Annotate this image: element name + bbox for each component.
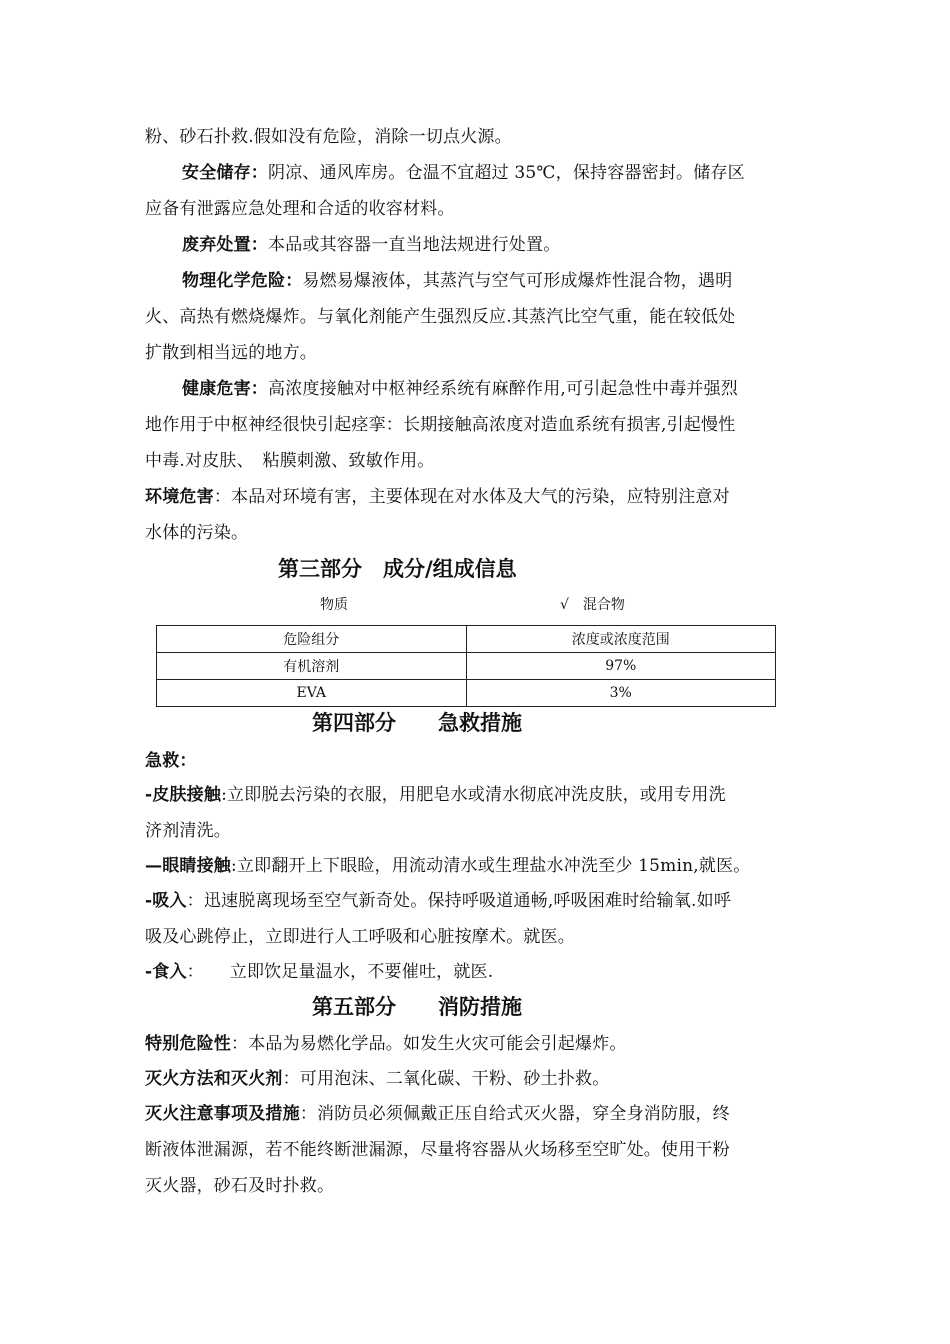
fire-hazard-label: 特别危险性 [145, 1034, 231, 1054]
fire-hazard-text: ：本品为易燃化学品。如发生火灾可能会引起爆炸。 [231, 1034, 627, 1054]
disposal-paragraph [182, 234, 810, 256]
ingest-label: -食入 [145, 962, 187, 982]
paragraph-line: 断液体泄漏源，若不能终断泄漏源，尽量将容器从火场移至空旷处。使用干粉 [145, 1140, 730, 1160]
eye-label: —眼睛接触 [145, 856, 231, 876]
paragraph-line: 火、高热有燃烧爆炸。与氧化剂能产生强烈反应.其蒸汽比空气重，能在较低处 [145, 307, 736, 327]
fire-method-label: 灭火方法和灭火剂 [145, 1069, 283, 1089]
skin-paragraph [145, 784, 810, 806]
paragraph-line: 中毒.对皮肤、 粘膜刺激、致敏作用。 [145, 451, 435, 471]
env-label: 环境危害 [145, 487, 214, 507]
composition-table [156, 625, 776, 707]
eye-paragraph [145, 855, 810, 877]
table-cell: 97% [466, 653, 776, 680]
paragraph-line: 济剂清洗。 [145, 821, 231, 841]
section-title-part4: 第四部分 急救措施 [312, 711, 522, 735]
paragraph-line: 扩散到相当远的地方。 [145, 343, 317, 363]
ingest-text: ： 立即饮足量温水，不要催吐，就医. [186, 962, 494, 982]
fire-hazard-paragraph [145, 1033, 810, 1055]
fire-method-paragraph [145, 1068, 810, 1090]
table-header-cell: 浓度或浓度范围 [466, 626, 776, 653]
fire-method-text: ：可用泡沫、二氧化碳、干粉、砂土扑救。 [282, 1069, 610, 1089]
table-header-row [157, 626, 776, 653]
table-header-cell: 危险组分 [157, 626, 467, 653]
ingest-paragraph [145, 961, 810, 983]
health-label: 健康危害： [182, 379, 268, 399]
paragraph-line: 地作用于中枢神经很快引起痉挛：长期接触高浓度对造血系统有损害,引起慢性 [145, 415, 736, 435]
phys-text: 易燃易爆液体，其蒸汽与空气可形成爆炸性混合物，遇明 [302, 271, 733, 291]
table-cell: EVA [157, 680, 467, 707]
env-paragraph [145, 486, 810, 508]
health-paragraph [182, 378, 810, 400]
table-cell: 3% [466, 680, 776, 707]
inhale-label: -吸入 [145, 891, 187, 911]
paragraph-line: 吸及心跳停止，立即进行人工呼吸和心脏按摩术。就医。 [145, 927, 575, 947]
section-title-part5: 第五部分 消防措施 [312, 995, 522, 1019]
paragraph-line: 水体的污染。 [145, 523, 249, 543]
fire-notes-label: 灭火注意事项及措施 [145, 1104, 300, 1124]
inhale-text: ：迅速脱离现场至空气新奇处。保持呼吸道通畅,呼吸困难时给输氧.如呼 [186, 891, 732, 911]
storage-label: 安全储存： [182, 163, 268, 183]
fire-notes-paragraph [145, 1103, 810, 1125]
disposal-text: 本品或其容器一直当地法规进行处置。 [268, 235, 561, 255]
substance-label: 物质 [320, 597, 348, 613]
skin-text: :立即脱去污染的衣服，用肥皂水或清水彻底冲洗皮肤，或用专用洗 [221, 785, 726, 805]
table-cell: 有机溶剂 [157, 653, 467, 680]
env-text: ：本品对环境有害，主要体现在对水体及大气的污染，应特别注意对 [213, 487, 730, 507]
skin-label: -皮肤接触 [145, 785, 222, 805]
phys-label: 物理化学危险： [182, 271, 303, 291]
health-text: 高浓度接触对中枢神经系统有麻醉作用,可引起急性中毒并强烈 [268, 379, 739, 399]
table-row [157, 680, 776, 707]
paragraph-line: 粉、砂石扑救.假如没有危险，消除一切点火源。 [145, 127, 512, 147]
eye-text: :立即翻开上下眼睑，用流动清水或生理盐水冲洗至少 15min,就医。 [231, 856, 751, 876]
paragraph-line: 灭火器，砂石及时扑救。 [145, 1176, 335, 1196]
paragraph-line: 应备有泄露应急处理和合适的收容材料。 [145, 199, 455, 219]
fire-notes-text: ：消防员必须佩戴正压自给式灭火器，穿全身消防服，终 [299, 1104, 730, 1124]
storage-paragraph [182, 162, 810, 184]
mixture-label: √ 混合物 [560, 597, 625, 613]
inhale-paragraph [145, 890, 810, 912]
first-aid-intro: 急救： [145, 751, 197, 771]
table-row [157, 653, 776, 680]
disposal-label: 废弃处置： [182, 235, 268, 255]
section-title-part3: 第三部分 成分/组成信息 [278, 557, 517, 581]
phys-paragraph [182, 270, 810, 292]
storage-text: 阴凉、通风库房。仓温不宜超过 35℃，保持容器密封。储存区 [268, 163, 745, 183]
